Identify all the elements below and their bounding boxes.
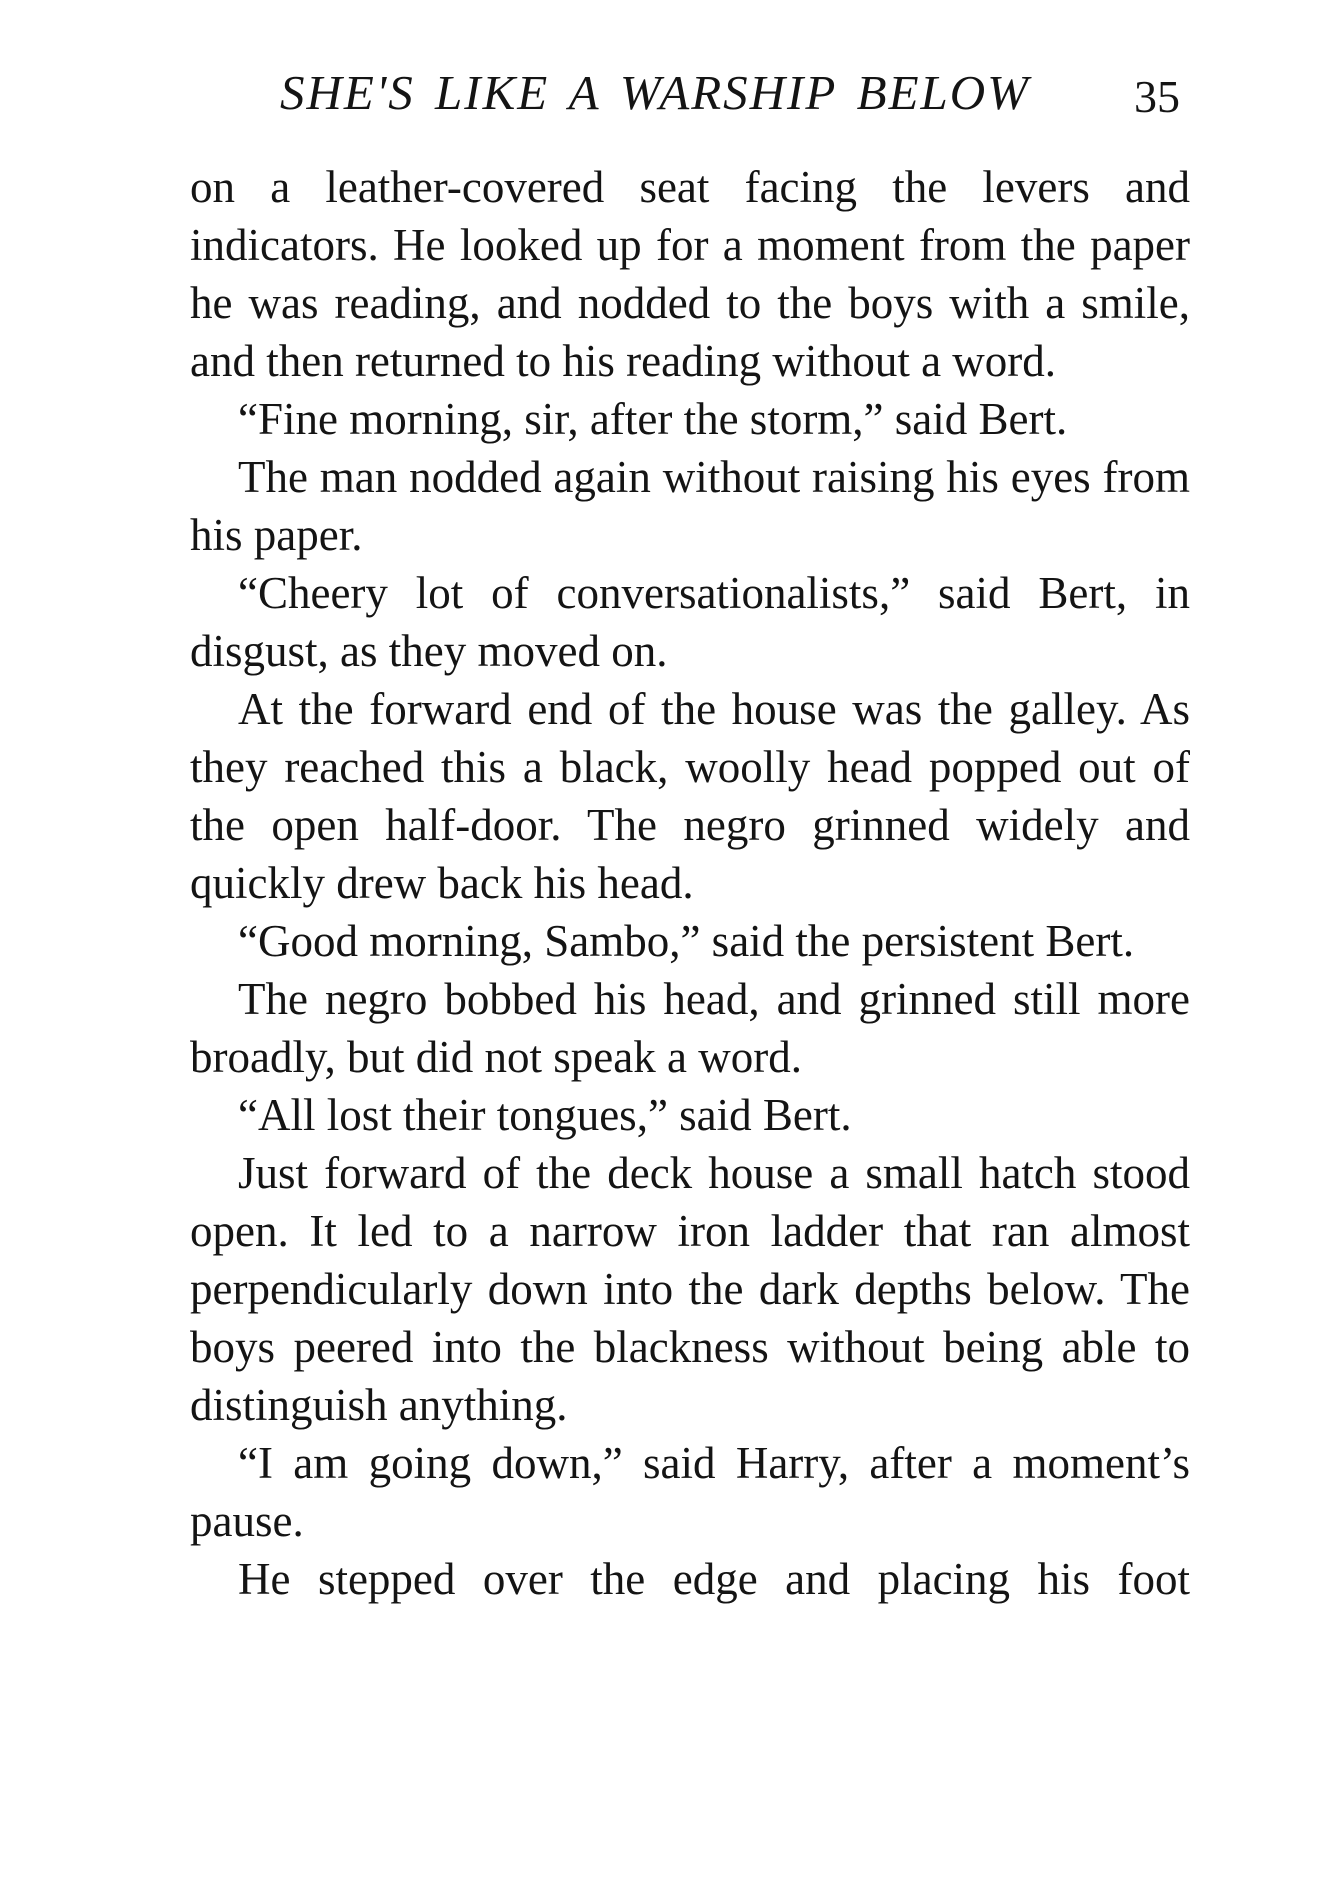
running-title: SHE'S LIKE A WARSHIP BELOW [280,65,1030,120]
paragraph: Just forward of the deck house a small hatch stood open. It led to a narrow iron ladder that ran almost perpendicularly down into the dark depths below. The boys peered into the blackness without being able to distinguish anything. [190,1148,1190,1430]
paragraph: “Cheery lot of conversationalists,” said Bert, in disgust, as they moved on. [190,568,1190,676]
running-head [190,58,1190,128]
paragraph: The man nodded again without raising his eyes from his paper. [190,452,1190,560]
paragraph: The negro bobbed his head, and grinned still more broadly, but did not speak a word. [190,974,1190,1082]
paragraph-continues: He stepped over the edge and placing his foot [238,1554,1190,1604]
page-number: 35 [1134,71,1180,122]
paragraph: “All lost their tongues,” said Bert. [238,1090,852,1140]
body-text [190,158,1190,1608]
paragraph: “I am going down,” said Harry, after a moment’s pause. [190,1438,1190,1546]
paragraph: At the forward end of the house was the galley. As they reached this a black, woolly head popped out of the open half-door. The negro grinned widely and quickly drew back his head. [190,684,1190,908]
paragraph: “Good morning, Sambo,” said the persistent Bert. [238,916,1135,966]
paragraph-continued: on a leather-covered seat facing the levers and indicators. He looked up for a moment from the paper he was reading, and nodded to the boys with a smile, and then returned to his reading without a word. [190,162,1190,386]
paragraph: “Fine morning, sir, after the storm,” said Bert. [238,394,1068,444]
